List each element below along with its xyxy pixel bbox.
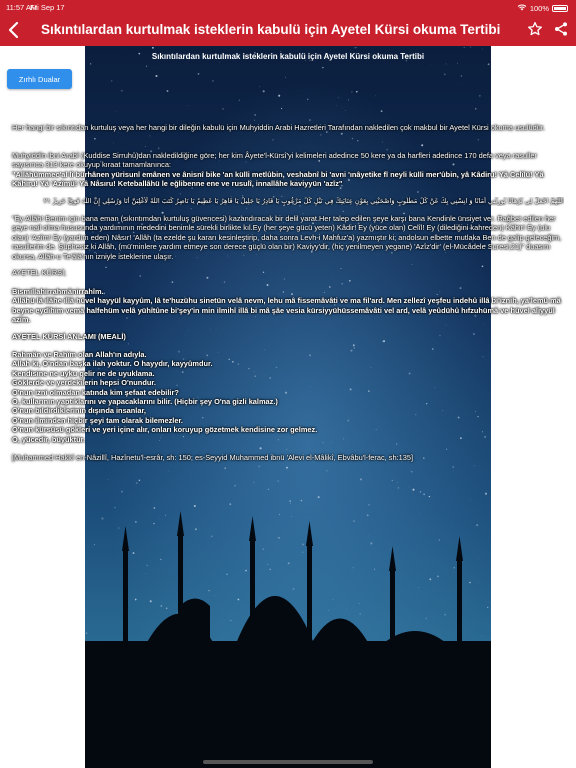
star-dot bbox=[359, 603, 360, 604]
star-dot bbox=[289, 500, 290, 501]
star-dot bbox=[278, 95, 280, 97]
star-dot bbox=[411, 471, 413, 473]
nav-bar bbox=[0, 14, 576, 46]
star-dot bbox=[381, 110, 383, 112]
star-dot bbox=[108, 479, 109, 480]
paragraph-meaning: "Ey Allâh! Benim için bana eman (sıkıntımdan kurtuluş güvencesi) kazandıracak bir delil yarat.Her talep edilen şeye karşı bana Kendinle ünsiyet ver. Rağbet edilen her şeye nail olma hususunda yardımının mededini benimle sürekli birlikte kıl.Ey (her şeye gücü yeten) Kâdir! Ey (yüce olan) Celîl! Ey (dilediğini kahreden) Kâhir! Ey (ulu olan) 'Azîm! Ey (yardım eden) Nâsır! 'Allâh (ta ezelde şu kararı kesinleştirip, daha sonra Levh-i Mahfuz'a) yazmıştır ki; andolsun elbette mutlaka Ben de galip geleceğim, rasullerim de. Şüphesiz ki Allâh, (mü'minlere yardım etmeye son derece güçlü olan bir) Kaviyy'dir, (hiç yenilmeyen yegane) 'Azîz'dir' (el-Mücâdele Suresi;21)" duasını okursa, Allâh-u Te'âlâ'nın izniyle isteklerine ulaşır. bbox=[12, 214, 562, 261]
star-dot bbox=[185, 498, 186, 499]
star-dot bbox=[113, 143, 114, 144]
star-dot bbox=[222, 108, 224, 110]
star-dot bbox=[177, 612, 178, 613]
star-dot bbox=[418, 587, 419, 588]
star-dot bbox=[254, 120, 255, 121]
wifi-icon bbox=[517, 3, 527, 13]
star-dot bbox=[229, 503, 231, 505]
meal-lines bbox=[12, 350, 564, 444]
meal-line: O'nun bildirdiklerinin dışında insanlar, bbox=[12, 406, 146, 416]
star-dot bbox=[279, 514, 280, 515]
star-dot bbox=[147, 565, 148, 566]
zirhli-dualar-button[interactable]: Zırhlı Dualar bbox=[7, 69, 72, 89]
star-dot bbox=[446, 449, 447, 450]
star-dot bbox=[253, 482, 254, 483]
star-dot bbox=[302, 552, 303, 553]
star-dot bbox=[360, 613, 361, 614]
star-dot bbox=[464, 47, 465, 48]
star-dot bbox=[302, 543, 304, 545]
ayetel-kursi-block bbox=[12, 287, 564, 325]
star-dot bbox=[478, 582, 479, 583]
star-dot bbox=[353, 567, 354, 568]
star-dot bbox=[263, 548, 264, 549]
star-dot bbox=[146, 66, 147, 67]
star-dot bbox=[374, 569, 375, 570]
share-icon[interactable] bbox=[553, 21, 569, 37]
star-dot bbox=[307, 99, 309, 101]
star-dot bbox=[348, 99, 349, 100]
star-dot bbox=[420, 491, 421, 492]
intro-paragraph: Her hangi bir sıkıntıdan kurtuluş veya her hangi bir dileğin kabulü için Muhyiddin Arabi Hazretleri Tarafından nakledilen çok makbul bir Ayetel Kürsi okuma usulüdür. bbox=[12, 123, 545, 132]
bismillah: Bismillahirrahmânirrahîm. bbox=[12, 287, 104, 296]
star-dot bbox=[152, 47, 154, 49]
star-dot bbox=[445, 614, 446, 615]
star-dot bbox=[397, 482, 398, 483]
star-dot bbox=[286, 467, 288, 469]
meal-line: Rahmân ve Rahîm olan Allah'ın adıyla. bbox=[12, 350, 147, 359]
chevron-left-icon[interactable] bbox=[6, 18, 22, 42]
star-dot bbox=[345, 110, 346, 111]
star-dot bbox=[194, 505, 196, 507]
star-dot bbox=[135, 599, 137, 601]
star-dot bbox=[288, 562, 290, 564]
star-dot bbox=[168, 471, 169, 472]
star-dot bbox=[246, 208, 247, 209]
star-dot bbox=[318, 496, 320, 498]
star-dot bbox=[356, 91, 358, 93]
star-dot bbox=[180, 193, 181, 194]
star-dot bbox=[94, 138, 96, 140]
star-dot bbox=[452, 466, 454, 468]
battery-icon bbox=[552, 5, 568, 12]
home-indicator[interactable] bbox=[203, 760, 373, 764]
star-dot bbox=[349, 280, 351, 282]
star-dot bbox=[225, 468, 226, 469]
star-dot bbox=[254, 114, 255, 115]
star-dot bbox=[299, 612, 300, 613]
star-dot bbox=[114, 507, 116, 509]
star-dot bbox=[417, 191, 419, 193]
star-dot bbox=[446, 63, 447, 64]
document-title: Sıkıntılardan kurtulmak isteklerin kabulü için Ayetel Kürsi okuma Tertibi bbox=[151, 52, 425, 61]
star-dot bbox=[368, 536, 369, 537]
arabic-dua: اللَّهُمَّ اجْعَلْ لِي بُرْهَانًا يُورِثُنِي أَمَانًا وَ انِسْنِي بِكَ عَنْ كُلِّ مَطْلُوبٍ وَاصْحَبْنِي بِعَوْنِ عِنَايَتِكَ فِي نَيْلِ كُلِّ مَرْغُوبٍ يَا قَادِرُ يَا جَلِيلُ يَا قَاهِرُ يَا عَظِيمُ يَا نَاصِرُ كَتَبَ اللّهُ لَأَغْلِبَنَّ أَنَا وَرُسُلِي إِنَّ اللّهَ قَوِيٌّ عَزِيزٌ ٢١ bbox=[43, 197, 564, 205]
star-dot bbox=[166, 608, 167, 609]
star-dot bbox=[278, 537, 279, 538]
star-dot bbox=[444, 74, 446, 76]
star-dot bbox=[149, 135, 150, 136]
star-dot bbox=[373, 450, 374, 451]
star-dot bbox=[155, 75, 157, 77]
star-dot bbox=[382, 142, 383, 143]
meal-line: O'nun izni olmadan katında kim şefaat edebilir? bbox=[12, 387, 179, 397]
star-dot bbox=[210, 329, 211, 330]
star-dot bbox=[354, 47, 355, 48]
star-dot bbox=[479, 95, 481, 97]
star-dot bbox=[423, 493, 425, 495]
star-dot bbox=[338, 97, 339, 98]
star-dot bbox=[353, 344, 355, 346]
star-icon[interactable] bbox=[527, 21, 543, 37]
star-dot bbox=[188, 330, 189, 331]
star-dot bbox=[398, 487, 400, 489]
star-dot bbox=[367, 514, 369, 516]
star-dot bbox=[439, 540, 440, 541]
meal-line: O'nun ilminden hiçbir şeyi tam olarak bilemezler. bbox=[12, 415, 183, 425]
content-area[interactable] bbox=[0, 46, 576, 768]
star-dot bbox=[269, 569, 270, 570]
star-dot bbox=[234, 485, 235, 486]
star-dot bbox=[291, 516, 292, 517]
star-dot bbox=[141, 144, 142, 145]
star-dot bbox=[217, 329, 218, 330]
star-dot bbox=[326, 470, 327, 471]
star-dot bbox=[133, 552, 135, 554]
star-dot bbox=[360, 478, 362, 480]
star-dot bbox=[352, 570, 353, 571]
star-dot bbox=[368, 504, 369, 505]
star-dot bbox=[487, 607, 488, 608]
star-dot bbox=[476, 524, 478, 526]
star-dot bbox=[135, 521, 137, 523]
star-dot bbox=[230, 620, 231, 621]
star-dot bbox=[341, 283, 343, 285]
star-dot bbox=[412, 489, 414, 491]
star-dot bbox=[211, 536, 212, 537]
star-dot bbox=[341, 133, 343, 135]
star-dot bbox=[481, 636, 482, 637]
star-dot bbox=[263, 90, 265, 92]
star-dot bbox=[488, 63, 490, 65]
star-dot bbox=[475, 108, 476, 109]
star-dot bbox=[474, 466, 475, 467]
star-dot bbox=[461, 75, 463, 77]
star-dot bbox=[94, 544, 95, 545]
star-dot bbox=[426, 618, 427, 619]
star-dot bbox=[370, 542, 372, 544]
star-dot bbox=[453, 526, 454, 527]
star-dot bbox=[285, 77, 286, 78]
star-dot bbox=[90, 63, 91, 64]
star-dot bbox=[482, 265, 484, 267]
meal-line: Kendisine ne uyku gelir ne de uyuklama. bbox=[12, 368, 155, 378]
star-dot bbox=[121, 491, 123, 493]
heading-ayetel-kursi: AYETEL KÜRSİ; bbox=[12, 268, 67, 277]
star-dot bbox=[116, 111, 117, 112]
star-dot bbox=[226, 573, 228, 575]
star-dot bbox=[128, 343, 129, 344]
meal-line: O, kullarının yaptıklarını ve yapacaklarını bilir. (Hiçbir şey O'na gizli kalmaz.) bbox=[12, 397, 278, 407]
star-dot bbox=[375, 96, 376, 97]
star-dot bbox=[160, 559, 161, 560]
star-dot bbox=[204, 120, 205, 121]
star-dot bbox=[172, 281, 174, 283]
star-dot bbox=[267, 564, 268, 565]
star-dot bbox=[333, 599, 334, 600]
star-dot bbox=[238, 599, 240, 601]
star-dot bbox=[121, 90, 123, 92]
star-dot bbox=[356, 47, 357, 48]
star-dot bbox=[150, 600, 152, 602]
star-dot bbox=[101, 517, 103, 519]
star-dot bbox=[118, 527, 119, 528]
meal-line: Göklerde ve yerdekilerin hepsi O'nundur. bbox=[12, 378, 156, 388]
status-date: Fri Sep 17 bbox=[30, 3, 65, 12]
star-dot bbox=[482, 49, 483, 50]
star-dot bbox=[224, 281, 225, 282]
star-dot bbox=[437, 576, 439, 578]
star-dot bbox=[259, 598, 260, 599]
star-dot bbox=[429, 578, 431, 580]
battery-percent: 100% bbox=[529, 3, 549, 13]
star-dot bbox=[351, 91, 352, 92]
star-dot bbox=[421, 144, 423, 146]
star-dot bbox=[219, 62, 220, 63]
star-dot bbox=[457, 63, 458, 64]
star-dot bbox=[292, 588, 294, 590]
meal-line: O'nun kürsüsü gökleri ve yeri içine alır, onları koruyup gözetmek kendisine zor gelmez. bbox=[12, 425, 318, 435]
star-dot bbox=[268, 489, 269, 490]
star-dot bbox=[191, 472, 192, 473]
star-dot bbox=[260, 447, 262, 449]
page-title: Sıkıntılardan kurtulmak isteklerin kabulü için Ayetel Kürsi okuma Tertibi bbox=[41, 22, 501, 37]
star-dot bbox=[214, 595, 215, 596]
star-dot bbox=[191, 208, 192, 209]
star-dot bbox=[208, 590, 209, 591]
star-dot bbox=[258, 466, 260, 468]
star-dot bbox=[139, 480, 140, 481]
star-dot bbox=[446, 325, 447, 326]
star-dot bbox=[116, 574, 117, 575]
star-dot bbox=[412, 264, 413, 265]
star-dot bbox=[392, 480, 393, 481]
star-dot bbox=[286, 449, 287, 450]
star-dot bbox=[154, 507, 156, 509]
meal-line: Allah ki, O'ndan başka ilah yoktur. O hayydır, kayyûmdur. bbox=[12, 359, 213, 369]
star-dot bbox=[212, 80, 214, 82]
star-dot bbox=[346, 609, 347, 610]
heading-meali bbox=[12, 332, 564, 341]
star-dot bbox=[86, 632, 88, 634]
star-dot bbox=[165, 515, 166, 516]
star-dot bbox=[195, 528, 197, 530]
paragraph-muhyiddin bbox=[12, 151, 564, 189]
star-dot bbox=[357, 140, 358, 141]
star-dot bbox=[145, 146, 146, 147]
star-dot bbox=[343, 211, 344, 212]
star-dot bbox=[160, 605, 162, 607]
status-right bbox=[517, 3, 568, 13]
star-dot bbox=[145, 573, 146, 574]
dua-transliteration: "Allâhümmec'al lî bürhânen yürisunî emânen ve ânisnî bike 'an külli metlûbin, veshabnî bi 'avni 'ınâyetike fî neyli külli mer'ûbin, yâ Kâdiru! Yâ Celîlü! Yâ Kâhiru! Yâ 'Azîmû! Yâ Nâsıru! Keteballâhü le eğlibenne ene ve rusulî, innallâhe kaviyyün 'azîz" bbox=[12, 169, 544, 189]
star-dot bbox=[267, 284, 269, 286]
star-dot bbox=[454, 567, 455, 568]
star-dot bbox=[245, 570, 247, 572]
star-dot bbox=[354, 347, 356, 349]
star-dot bbox=[284, 278, 285, 279]
star-dot bbox=[167, 90, 169, 92]
star-dot bbox=[434, 530, 435, 531]
status-bar bbox=[0, 0, 576, 14]
meal-line: O, yücedir, büyüktür. bbox=[12, 434, 86, 444]
source-citation: [Muhammed Hakkî en-Nâzillî, Hazînetu'l-esrâr, sh: 150; es-Seyyid Muhammed ibnü 'Alevi el-Mâlikî, Ebvâbu'l-ferac, sh:135] bbox=[12, 453, 414, 462]
star-dot bbox=[429, 496, 430, 497]
star-dot bbox=[322, 67, 323, 68]
star-dot bbox=[485, 493, 487, 495]
star-dot bbox=[328, 610, 329, 611]
star-dot bbox=[239, 100, 240, 101]
star-dot bbox=[478, 139, 479, 140]
heading-meali-text: AYETEL KÜRSİ ANLAMI (MEALİ) bbox=[12, 332, 126, 341]
ayetel-kursi-text: Allâhü lâ ilâhe illâ hüvel hayyül kayyûm, lâ te'huzühu sinetün velâ nevm, lehu mâ fissemâvâti ve ma fil'ard. Men zellezî yeşfeu indehû illâ bi'iznih, ya'lemü mâ beyne eydîhim vemâ halfehüm velâ yühîtûne bi'şey'in min ilmihî illâ bi mâ şâe vesia kürsiyyühüssemâvâti vel ard, velâ yeûdühû hıfzuhümâ ve hüvel aliyyül azîm. bbox=[12, 296, 561, 325]
star-dot bbox=[309, 119, 311, 121]
star-dot bbox=[454, 498, 455, 499]
star-dot bbox=[469, 582, 471, 584]
star-dot bbox=[352, 138, 354, 140]
star-dot bbox=[471, 499, 472, 500]
status-time: 11:57 AM bbox=[6, 3, 38, 12]
star-dot bbox=[153, 68, 154, 69]
star-dot bbox=[158, 147, 160, 149]
star-dot bbox=[320, 134, 321, 135]
star-dot bbox=[278, 481, 279, 482]
star-dot bbox=[470, 47, 471, 48]
star-dot bbox=[259, 86, 260, 87]
star-dot bbox=[272, 139, 273, 140]
star-dot bbox=[281, 108, 282, 109]
star-dot bbox=[301, 500, 303, 502]
star-dot bbox=[188, 105, 189, 106]
star-dot bbox=[353, 520, 355, 522]
star-dot bbox=[136, 482, 138, 484]
paragraph-muhyiddin-text: Muhyiddîn ibni Arabî (Kuddise Sirruhû)dan nakledildiğine göre; her kim Âyete'l-Kürsî'yi kelimeleri adedince 50 kere ya da harfleri adedince 170 defa veya rasuller sayısınca 313 kere okuyup kıraat tamamlanınca: bbox=[12, 151, 537, 170]
star-dot bbox=[198, 73, 200, 75]
star-dot bbox=[111, 80, 112, 81]
star-dot bbox=[290, 503, 291, 504]
star-dot bbox=[90, 193, 91, 194]
star-dot bbox=[153, 523, 154, 524]
star-dot bbox=[336, 105, 337, 106]
